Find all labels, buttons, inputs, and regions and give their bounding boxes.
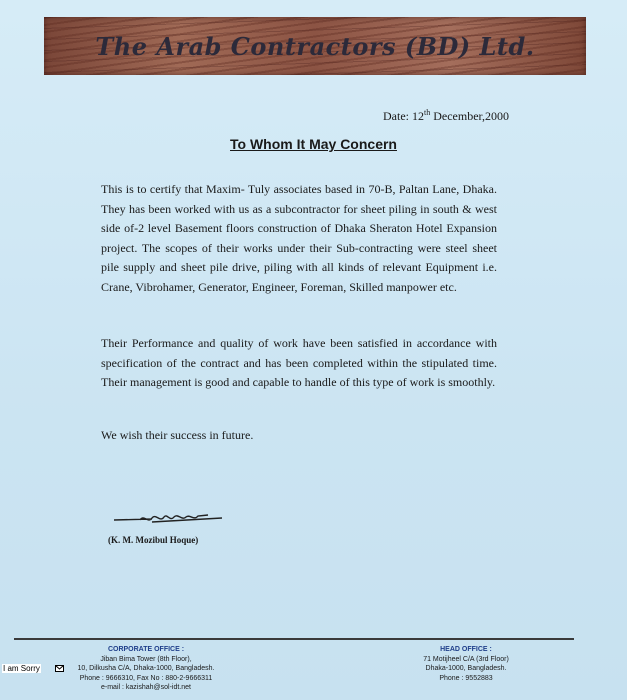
head-office-line: Phone : 9552883 xyxy=(439,674,493,682)
head-office-title: HEAD OFFICE : xyxy=(440,646,492,653)
head-office-block xyxy=(406,645,526,683)
date-suffix: December,2000 xyxy=(430,109,510,123)
signature-scribble xyxy=(112,508,232,534)
corporate-office-block xyxy=(56,645,236,693)
head-office-line: 71 Motijheel C/A (3rd Floor) xyxy=(423,655,509,663)
body-paragraph-2: Their Performance and quality of work have been satisfied in accordance with specification of the contract and has been completed within the stipulated time. Their management is good and capable to handle of this type of work is smoothly. xyxy=(101,336,497,390)
footer-divider xyxy=(14,638,574,640)
date-ordinal: th xyxy=(424,108,431,117)
corporate-office-line: e-mail : kazishah@sol-idt.net xyxy=(101,684,191,691)
company-name: The Arab Contractors (BD) Ltd. xyxy=(95,32,535,61)
corporate-office-title: CORPORATE OFFICE : xyxy=(107,646,185,653)
letter-date xyxy=(383,108,509,124)
letterhead-banner xyxy=(44,17,586,75)
signer-name: (K. M. Mozibul Hoque) xyxy=(108,535,199,545)
body-paragraph-1: This is to certify that Maxim- Tuly associates based in 70-B, Paltan Lane, Dhaka. They has been worked with us as a subcontractor for sheet piling in south & west side of-2 level Basement floors construction of Dhaka Sheraton Hotel Expansion project. The scopes of their works under their Sub-contracting were steel sheet pile supply and sheet pile drive, piling with all kinds of relevant Equipment i.e. Crane, Vibrohamer, Generator, Engineer, Foreman, Skilled manpower etc. xyxy=(101,182,497,294)
corporate-office-line: 10, Dilkusha C/A, Dhaka-1000, Bangladesh. xyxy=(77,665,215,672)
date-prefix: Date: 12 xyxy=(383,109,424,123)
head-office-line: Dhaka-1000, Bangladesh. xyxy=(425,665,507,672)
corporate-office-line: Phone : 9666310, Fax No : 880-2-9666311 xyxy=(79,674,213,682)
corporate-office-line: Jiban Bima Tower (8th Floor), xyxy=(100,655,192,663)
body-paragraph-3: We wish their success in future. xyxy=(101,428,254,442)
letter-heading: To Whom It May Concern xyxy=(230,136,397,152)
overlay-note: I am Sorry xyxy=(3,664,40,673)
envelope-icon xyxy=(55,664,64,673)
